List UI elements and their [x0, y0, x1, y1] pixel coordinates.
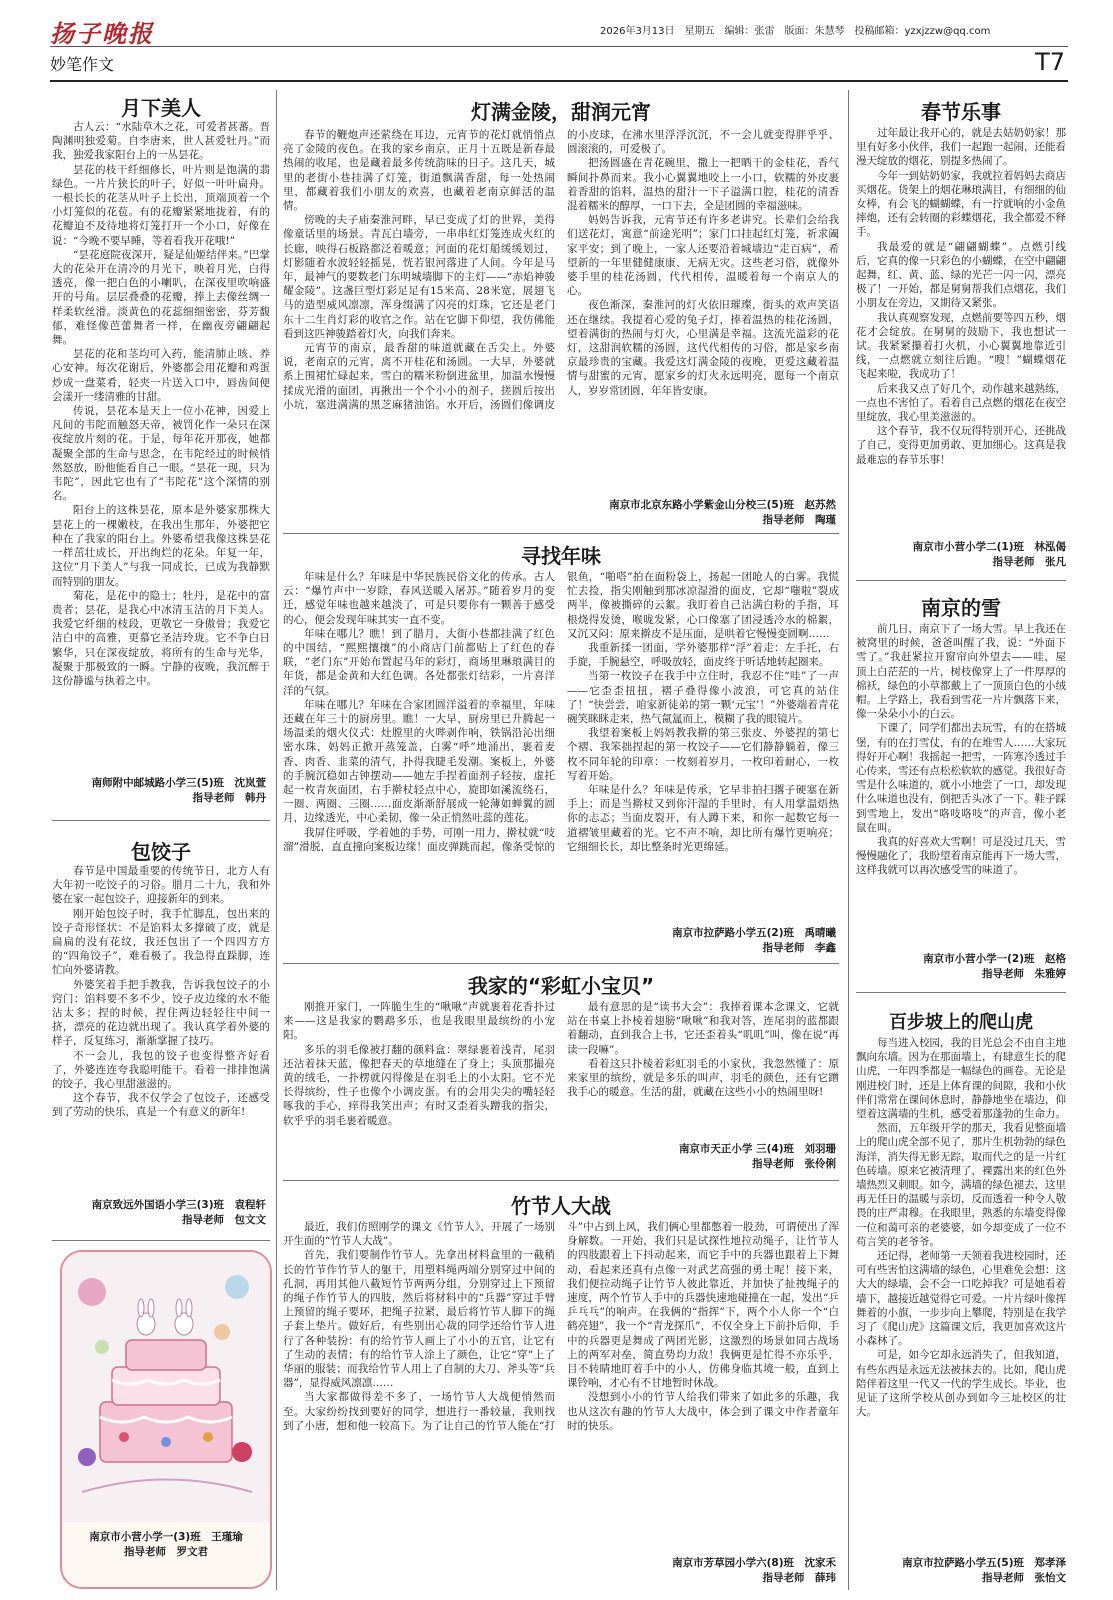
paragraph: 春节是中国最重要的传统节日，北方人有大年初一吃饺子的习俗。腊月二十九，我和外婆在家一起包饺子，迎接新年的到来。 — [52, 865, 270, 906]
credit-school: 南京市小营小学二(1)班 林泓偈 — [912, 541, 1066, 553]
paragraph: 我屏住呼吸，学着她的手势，可刚一用力，擀杖就“吱溜”滑脱，直直撞向案板边缘！面皮弹跳而起，像条受惊的银鱼，“啪嗒”拍在面粉袋上，扬起一团呛人的白雾。我慌忙去捡，指尖刚触到那冰凉湿滑的面皮，它却“嗤啦”裂成两半，像被撕碎的云絮。我盯着自己沾满白粉的手指，耳根烧得发烫，喉咙发紧，心口像塞了团浸透冷水的棉絮，又沉又闷：原来擀皮不是压面，是哄着它慢慢变圆啊…… — [283, 571, 839, 853]
divider-moon — [52, 820, 270, 821]
credit-tiger — [856, 1556, 1066, 1585]
credit-teacher: 指导老师 张伶俐 — [752, 1157, 836, 1170]
credit-school: 南京市芳草园小学六(8)班 沈家禾 — [672, 1557, 836, 1569]
paragraph: 傍晚的夫子庙秦淮河畔，早已变成了灯的世界，美得像童话里的场景。青瓦白墙旁，一串串红灯笼连成火红的长廊，映得石板路都泛着暖意；河面的花灯船缓缓划过，灯影随着水波轻轻摇晃，恍若银河落进了人间。今年是马年，最神气的要数老门东明城墙脚下的主灯——“赤焰神骏耀金陵”。这盏巨型灯彩足足有15米高、28米宽，展翅飞马的造型威风凛凛，浑身缀满了闪亮的灯珠，它还是老门东十二生肖灯彩的收官之作。站在它脚下仰望，我仿佛能看到这匹神骏踏着灯火，向我们奔来。 — [283, 214, 555, 340]
paragraph: 可是，如今它却永远消失了，但我知道，有些东西是永远无法被抹去的。比如，爬山虎陪伴着这里一代又一代的学生成长。毕业，也见证了这所学校从创办到如今三址校区的壮大。 — [856, 1349, 1066, 1419]
section-name: 妙笔作文 — [50, 55, 115, 74]
paragraph: 元宵节的南京，最香甜的味道就藏在舌尖上。外婆说，老南京的元宵，离不开桂花和汤圆。一大早，外婆就系上围裙忙碌起来，雪白的糯米粉倒进盆里，加温水慢慢揉成光滑的面团，再揪出一个个小小的剂子，搓圆后按出小坑，塞进满满的黑芝麻猪油馅。水开后，汤圆们像调皮的小皮球，在沸水里浮浮沉沉，不一会儿就变得胖乎乎、圆滚滚的，可爱极了。 — [283, 129, 839, 411]
paragraph: 下课了，同学们都出去玩雪，有的在搭城堡，有的在打雪仗，有的在堆雪人……大家玩得好开心啊！我摇起一把雪，一阵寒冷透过手心传来，雪还有点松松软软的感觉。我很好奇雪是什么味道的，就小小地尝了一口，却发现什么味道也没有，倒把舌头冰了一下。鞋子踩到雪地上，发出“咯吱咯吱”的声音，像小老鼠在叫。 — [856, 722, 1066, 834]
credit-rainbow — [560, 1142, 836, 1171]
article-title-dumplings: 包饺子 — [131, 840, 191, 864]
credit-school: 南京市拉萨路小学五(5)班 郑孝泽 — [902, 1557, 1066, 1569]
paragraph: 当大家都做得差不多了，一场竹节人大战便悄然而至。大家纷纷找到要好的同学，想进行一番较量，我则找到了小唐，想和他一较高下。为了让自己的竹节人能在“打斗”中占到上风，我们俩心里都憋着一股劲，可谓使出了浑身解数。一开始，我们只是试探性地拉动绳子，让竹节人的四肢跟着上下抖动起来，而它手中的兵器也跟着上下舞动，看起来还真有点像一对武艺高强的勇士呢！接下来，我们便拉动绳子让竹节人彼此靠近，并加快了扯拽绳子的速度，两个竹节人手中的兵器快速地碰撞在一起，发出“乒乒乓乓”的响声。在我俩的“指挥”下，两个小人你一个“白鹤亮翅”，我一个“青龙探爪”，不仅全身上下前扑后仰，手中的兵器更是舞成了两团光影，这激烈的场景如同古战场上的两军对垒，简直势均力敌！我俩更是忙得不亦乐乎，目不转睛地盯着手中的小人，仿佛身临其境一般，直到上课铃响，才心有不甘地暂时休战。 — [283, 1221, 839, 1432]
article-title-lanterns: 灯满金陵，甜润元宵 — [471, 100, 651, 124]
paragraph: 刚推开家门，一阵脆生生的“啾啾”声就裹着花香扑过来——这是我家的鹦鹉多乐，也是我眼里最缤纷的小宠阳。 — [283, 1001, 555, 1042]
paragraph: 妈妈告诉我，元宵节还有许多老讲究。长辈们会给我们送花灯，寓意“前途光明”；家门口挂起红灯笼，祈求阖家平安；到了晚上，一家人还要沿着城墙边“走百病”，希望新的一年里健健康康、无病无灾。这些老习俗，就像外婆手里的桂花汤圆，代代相传，温暖着每一个南京人的心。 — [567, 214, 839, 298]
newspaper-logo: 扬子晚报 — [50, 19, 154, 48]
paragraph: 昙花的花和茎均可入药，能清肺止咳、养心安神。每次花谢后，外婆都会用花瓣和鸡蛋炒成一盘菜肴，轻夹一片送入口中，唇齿间便会漾开一缕清雅的甘甜。 — [52, 348, 270, 403]
credit-teacher: 指导老师 李鑫 — [762, 941, 836, 954]
article-title-newyear: 寻找年味 — [521, 544, 601, 568]
divider-lanterns — [283, 533, 839, 534]
issue-meta: 2026年3月13日 星期五 编辑：张雷 版面：朱慧琴 投稿邮箱：yzxjzzw@qq.com — [600, 26, 991, 37]
article-body-moon — [52, 120, 270, 772]
credit-teacher: 指导老师 张凡 — [992, 555, 1066, 568]
credit-teacher: 指导老师 薛玮 — [762, 1571, 836, 1584]
credit-lanterns — [560, 498, 836, 527]
credit-newyear — [560, 926, 836, 955]
child-drawing-frame — [60, 1250, 272, 1589]
divider-snow — [856, 992, 1066, 993]
article-body-newyear — [283, 570, 839, 922]
paragraph: 年味是什么？年味是中华民族民俗文化的传承。古人云：“爆竹声中一岁除，春风送暖入屠苏。”随着岁月的变迁，感觉年味也越来越淡了，可是只要你有一颗善于感受的心，便会发现年味其实一直不变。 — [283, 571, 555, 626]
credit-school: 南京市天正小学 三(4)班 刘羽珊 — [678, 1143, 836, 1155]
paragraph: 年味是什么？年味是传承，它早非拍扫撂子硬塞在新手上；而是当擀杖又到你汗湿的手里时，有人用掌温焐热你的忐忑；当面皮裂开，有人蹲下来，和你一起数它每一道褶皱里藏着的光。它不声不响，却比所有爆竹更响亮；它细细长长，却比整条时光更绵延。 — [567, 784, 839, 853]
credit-moon — [52, 776, 266, 805]
article-title-tiger: 百步坡上的爬山虎 — [889, 1012, 1033, 1033]
article-body-spring — [856, 126, 1066, 536]
credit-school: 南京市拉萨路小学五(2)班 禹晴曦 — [672, 927, 836, 939]
paragraph: 然而，五年级开学的那天，我看见整面墙上的爬山虎全部不见了，那片生机勃勃的绿色海洋，消失得无影无踪，取而代之的是一片红色砖墙。原来它被清理了，裸露出来的红色外墙热烈又刺眼。如今，满墙的绿色褪去，这里再无任日的温暖与亲切，反而透着一种令人敬畏的庄严肃穆。在我眼里，熟悉的东墙变得像一位和蔼可亲的老婆婆，如今却变成了一位不苟言笑的老爷爷。 — [856, 1122, 1066, 1248]
credit-school: 南京市北京东路小学紫金山分校三(5)班 赵苏然 — [609, 499, 836, 511]
paragraph: 今年一到姑奶奶家，我就拉着妈妈去商店买烟花。货架上的烟花琳琅满目，有细细的仙女棒，有会飞的蝴蝴蝶，有一拧就响的小金鱼摔炮，还有会转圈的彩蝶烟花，我全都爱不释手。 — [856, 169, 1066, 239]
article-title-rainbow: 我家的“彩虹小宝贝” — [467, 974, 655, 998]
article-body-tiger — [856, 1036, 1066, 1550]
paragraph: 看着这只扑棱着彩虹羽毛的小家伙，我忽然懂了：原来家里的缤纷，就是多乐的叫声，羽毛的颜色，还有它蹭我手心的暖意。生活的甜，就藏在这些小小的热闹里呀! — [567, 1057, 839, 1099]
paragraph: 年味在哪儿？瞧！到了腊月，大街小巷都挂满了红色的中国结，“熙熙攘攘”的小商店门前都贴上了红色的春联，“老门东”开始布置起马年的彩灯，商场里琳琅满目的年货，都是金黄和大红色调。各处都张灯结彩，一片喜洋洋的气氛。 — [283, 627, 555, 697]
paragraph: 多乐的羽毛像被打翻的颜料盒：翠绿裹着浅青，尾羽还沾着抹天蓝，像把春天的草地缝在了身上；头顶那撮亮黄的绒毛，一扑楞就闪得像是在羽毛上的小太阳。它不光长得缤纷，性子也像个小调皮蛋。有的会用尖尖的嘴轻轻啄我的手心，痒得我笑出声；有时又歪着头蹭我的指尖，软乎乎的羽毛裹着暖意。 — [283, 1043, 555, 1127]
paragraph: 最近，我们仿照刚学的课文《竹节人》，开展了一场别开生面的“竹节人大战”。 — [283, 1221, 555, 1248]
article-body-lanterns — [283, 128, 839, 494]
divider-newyear — [283, 963, 839, 964]
child-drawing — [62, 1252, 270, 1522]
paragraph: 我认真观察发现，点燃前要等四五秒，烟花才会绽放。在舅舅的鼓励下，我也想试一试。我紧紧攥着打火机，小心翼翼地靠近引线，一点燃就立刻往后跑。“嗖！”蝴蝶烟花飞起来啦，我成功了！ — [856, 311, 1066, 381]
paragraph: 我真的好喜欢大雪啊！可是没过几天，雪慢慢融化了，我盼望着南京能再下一场大雪，这样我就可以再次感受雪的味道了。 — [856, 836, 1066, 877]
paragraph: 每当进入校园，我的目光总会不由自主地飘向东墙。因为在那面墙上，有肆意生长的爬山虎，一年四季都是一幅绿色的画卷。无论是刚进校门时，还是上体育课的间隙，我和小伙伴们常常在课间休息时，静静地坐在墙边，仰望着这满墙的生机，感受着那蓬勃的生命力。 — [856, 1037, 1066, 1121]
paragraph: 昙花的枝干纤细修长，叶片则是饱满的翡绿色。一片片狭长的叶子，好似一叶叶扁舟。一根长长的花茎从叶子上长出，顶端顶着一个小灯笼似的花苞。有的花瓣紧紧地拢着，有的花瓣迫不及待地将灯笼打开一个小口，好像在说：“今晚不要早睡，等着看我开花哦!” — [52, 163, 270, 247]
paragraph: 我重新揉一团面，学外婆那样“浮”着走：左手托，右手旋，手腕悬空，呼吸放轻，面皮终于听话地转起圈来。 — [567, 642, 839, 669]
column-divider-left — [276, 90, 277, 1590]
divider-rainbow — [283, 1180, 839, 1181]
paragraph: 没想到小小的竹节人给我们带来了如此多的乐趣，我也从这次有趣的竹节人大战中，体会到了课文中作者童年时的快乐。 — [567, 1391, 839, 1432]
paragraph: “昙花庭院夜深开，疑是仙姬结伴来。”巴掌大的花朵开在清冷的月光下，映着月光，白得透亮，像一把白色的小喇叭，在深夜里吹响盛开的号角。层层叠叠的花瓣，捧上去像丝绸一样柔软丝滑。淡黄色的花蕊细细密密，芬芳馥郁，难怪像芭蕾舞者一样，在幽夜旁翩翩起舞。 — [52, 248, 270, 347]
paragraph: 这个春节，我不仅学会了包饺子，还感受到了劳动的快乐，真是一个有意义的新年! — [52, 1092, 270, 1119]
credit-teacher: 指导老师 罗文君 — [124, 1546, 208, 1558]
paragraph: 把汤圆盛在青花碗里，撒上一把晒干的金桂花，香气瞬间扑鼻而来。我小心翼翼地咬上一小口，软糯的外皮裹着香甜的馅料，温热的甜汁一下子溢满口腔，桂花的清香混着糯米的醇厚，一口下去，全是团圆的幸福滋味。 — [567, 157, 839, 213]
credit-teacher: 指导老师 张怡文 — [982, 1571, 1066, 1584]
paragraph: 我望着案板上妈妈教我擀的第三张皮、外婆捏的第七个褶、我笨拙捏起的第一枚饺子——它们静静躺着，像三枚不同年轮的印章：一枚刻着岁月，一枚印着耐心，一枚写着开始。 — [567, 727, 839, 782]
paragraph: 我最爱的就是“翩翩蝴蝶”。点燃引线后，它真的像一只彩色的小蝴蝶，在空中翩翩起舞，红、黄、蓝、绿的光芒一闪一闪，漂亮极了！一开始，都是舅舅帮我们点烟花，我们小朋友在旁边，又期待又紧张。 — [856, 240, 1066, 310]
article-body-dumplings — [52, 864, 270, 1194]
paragraph: 外婆笑着手把手教我，告诉我包饺子的小窍门：馅料要不多不少，饺子皮边缘的水不能沾太多；捏的时候，捏住两边轻轻往中间一挤，漂亮的花边就出现了。我认真学着外婆的样子，反复练习，渐渐掌握了技巧。 — [52, 978, 270, 1048]
paragraph: 菊花，是花中的隐士；牡丹，是花中的富贵者；昙花，是我心中冰清玉洁的月下美人。我爱它纤细的枝段，更敬它一身傲骨；我爱它洁白中的高雅，更慕它圣洁玲珑。它不争白日繁华，只在深夜绽放，将所有的生命与光华，凝聚于那极致的一瞬。宁静的夜晚，我沉醉于这份静谧与执着之中。 — [52, 589, 270, 687]
paragraph: 传说，昙花本是天上一位小花神，因爱上凡间的韦陀而触怒天帝，被罚化作一朵只在深夜绽放片刻的花。于是，每年花开那夜，她都凝聚全部的生命与思念，在韦陀经过的时候悄然怒放，盼他能看自己一眼。“昙花一现，只为韦陀”，因此它也有了“韦陀花”这个深情的别名。 — [52, 405, 270, 503]
credit-teacher: 指导老师 朱雅婷 — [982, 967, 1066, 980]
paragraph: 春节的鞭炮声还萦绕在耳边，元宵节的花灯就悄悄点亮了金陵的夜色。在我的家乡南京，正月十五既是新春最热闹的收尾，也是藏着最多传统韵味的日子。这几天，城里的老街小巷挂满了灯笼，街道飘满香甜，每一处热闹里，都藏着我们小朋友的欢喜，也藏着老南京鲜活的温情。 — [283, 129, 555, 213]
credit-spring — [856, 540, 1066, 569]
article-body-snow — [856, 622, 1066, 948]
header-rule-thick — [50, 80, 1068, 82]
paragraph: 当第一枚饺子在我手中立住时，我忍不住“哇”了一声——它歪歪扭扭，褶子叠得像小波浪，可它真的站住了！“快尝尝，咱家新徒弟的第一颗‘元宝’！”外婆端着青花碗笑眯眯走来，热气氤氲而上，模糊了我的眼镜片。 — [567, 670, 839, 726]
credit-teacher: 指导老师 包文文 — [182, 1213, 266, 1226]
credit-teacher: 指导老师 陶瑾 — [762, 513, 836, 526]
paragraph: 古人云：“水陆草木之花，可爱者甚蕃。晋陶渊明独爱菊。自李唐来，世人甚爱牡丹。”而我，独爱我家阳台上的一丛昙花。 — [52, 121, 270, 162]
paragraph: 首先，我们要制作竹节人。先拿出材料盒里的一截稍长的竹节作竹节人的躯干，用塑料绳两端分别穿过中间的孔洞，再用其他八截短竹节两两分组，分别穿过上下预留的绳子作竹节人的四肢，然后将材料中的“兵器”穿过手臂上预留的绳子要环，把绳子拉紧，最后将竹节人脚下的绳子套上垫片。做好后，有些别出心裁的同学还给竹节人进行了各种装扮：有的给竹节人画上了小小的五官，让它有了生动的表情；有的给竹节人涂上了颜色，让它“穿”上了华丽的服装；而我给竹节人用上了自制的大刀、斧头等“兵器”，显得威风凛凛…… — [283, 1249, 555, 1390]
page-number: T7 — [1035, 48, 1065, 76]
paragraph: 还记得，老师第一天领着我进校园时，还可有些害怕这满墙的绿色，心里难免会想：这大大的绿墙，会不会一口吃掉我？可是她看着墙下，越接近越觉得它可爱。一片片绿叶像挥舞着的小旗，一步步向上攀爬，特别是在我学习了《爬山虎》这篇课文后，我更加喜欢这片小森林了。 — [856, 1250, 1066, 1348]
article-body-bamboo — [283, 1220, 839, 1550]
credit-snow — [856, 952, 1066, 981]
credit-school: 南京市小营小学一(2)班 赵格 — [923, 953, 1066, 965]
article-title-spring: 春节乐事 — [921, 100, 1001, 124]
paragraph: 这个春节，我不仅玩得特别开心，还挑战了自己，变得更加勇敢、更加细心。这真是我最难忘的春节乐事！ — [856, 425, 1066, 466]
credit-school: 南京市小营小学一(3)班 王瑾瑜 — [89, 1531, 243, 1543]
article-title-bamboo: 竹节人大战 — [511, 1194, 611, 1218]
paragraph: 不一会儿，我包的饺子也变得整齐好看了，外婆连连夸我聪明能干。看着一排排饱满的饺子，我心里甜滋滋的。 — [52, 1049, 270, 1091]
credit-dumplings — [52, 1198, 266, 1227]
article-title-moon: 月下美人 — [121, 96, 201, 120]
paragraph: 阳台上的这株昙花，原本是外婆家那株大昙花上的一棵嫩枝，在我出生那年，外婆把它种在了我家的阳台上。外婆希望我像这株昙花一样茁壮成长，开出绚烂的花朵。年复一年，这位“月下美人”与我一同成长，已成为我静默而特别的朋友。 — [52, 504, 270, 588]
article-body-rainbow — [283, 1000, 839, 1138]
credit-teacher: 指导老师 韩丹 — [192, 791, 266, 804]
paragraph: 最有意思的是“读书大会”：我捧着课本念课文，它就站在书桌上扑棱着翅膀“啾啾”和我对答，连尾羽的蓝都跟着翻动，直到我合上书，它还歪着头“叽叽”叫，像在说“再读一段嘛”。 — [567, 1001, 839, 1056]
credit-drawing — [62, 1530, 270, 1560]
credit-bamboo — [560, 1556, 836, 1585]
header-rule — [50, 46, 1068, 47]
paragraph: 刚开始包饺子时，我手忙脚乱，包出来的饺子奇形怪状：不是馅料太多撑破了皮，就是扁扁的没有花纹，我还包出了一个四四方方的“四角饺子”，难看极了。我急得直跺脚，连忙向外婆请教。 — [52, 907, 270, 977]
paragraph: 前几日，南京下了一场大雪。早上我还在被窝里的时候，爸爸叫醒了我，说：“外面下雪了。”我赶紧拉开窗帘向外望去——哇，屋顶上白茫茫的一片，树枝像穿上了一件厚厚的棉袄，绿色的小草都戴上了一顶顶白色的小绒帽。上学路上，我看到雪花一片片飘落下来，像一朵朵小小的白云。 — [856, 623, 1066, 721]
paragraph: 过年最让我开心的，就是去姑奶奶家！那里有好多小伙伴，我们一起跑一起闹，还能看漫天绽放的烟花，别提多热闹了。 — [856, 127, 1066, 168]
paragraph: 后来我又点了好几个，动作越来越熟练，一点也不害怕了。看着自己点燃的烟花在夜空里绽放，我心里美滋滋的。 — [856, 382, 1066, 424]
credit-school: 南京致远外国语小学三(3)班 袁程轩 — [91, 1199, 266, 1211]
credit-school: 南师附中邮城路小学三(5)班 沈岚萱 — [91, 777, 266, 789]
article-title-snow: 南京的雪 — [921, 596, 1001, 620]
paragraph: 夜色渐深，秦淮河的灯火依旧璀璨，街头的欢声笑语还在继续。我提着心爱的兔子灯，捧着温热的桂花汤圆，望着满街的热闹与灯火，心里满是幸福。这流光溢彩的花灯，这甜润软糯的汤圆，这代代相传的习俗，都是家乡南京最珍贵的宝藏。我爱这灯满金陵的夜晚，更爱这藏着温情与甜蜜的元宵，愿家乡的灯火永远明亮，愿每一个南京人，岁岁常团圆，年年皆安康。 — [567, 299, 839, 397]
divider-spring — [856, 580, 1066, 581]
column-divider-right — [848, 90, 849, 1590]
paragraph: 年味在哪儿？年味在合家团圆洋溢着的幸福里，年味还藏在年三十的厨房里。瞧！一大早，厨房里已升腾起一场温柔的烟火仪式：灶膛里的火哔剥作响，铁锅沿沁出细密水珠，妈妈正掀开蒸笼盖，白雾“呼”地涌出，裹着麦香、肉香、韭菜的清气，扑得我睫毛发潮。案板上，外婆的手腕沉稳如古钟摆动——她左手捏着面剂子轻按，虚托起一枚青灰面团，右手擀杖轻点中心，旋即如溪流绕石，一圈、两圈、三圈……面皮渐渐舒展成一轮薄如蝉翼的圆月，边缘透光，中心柔韧，像一朵正悄然吐蕊的莲花。 — [283, 698, 555, 825]
divider-dumplings — [52, 1240, 270, 1241]
